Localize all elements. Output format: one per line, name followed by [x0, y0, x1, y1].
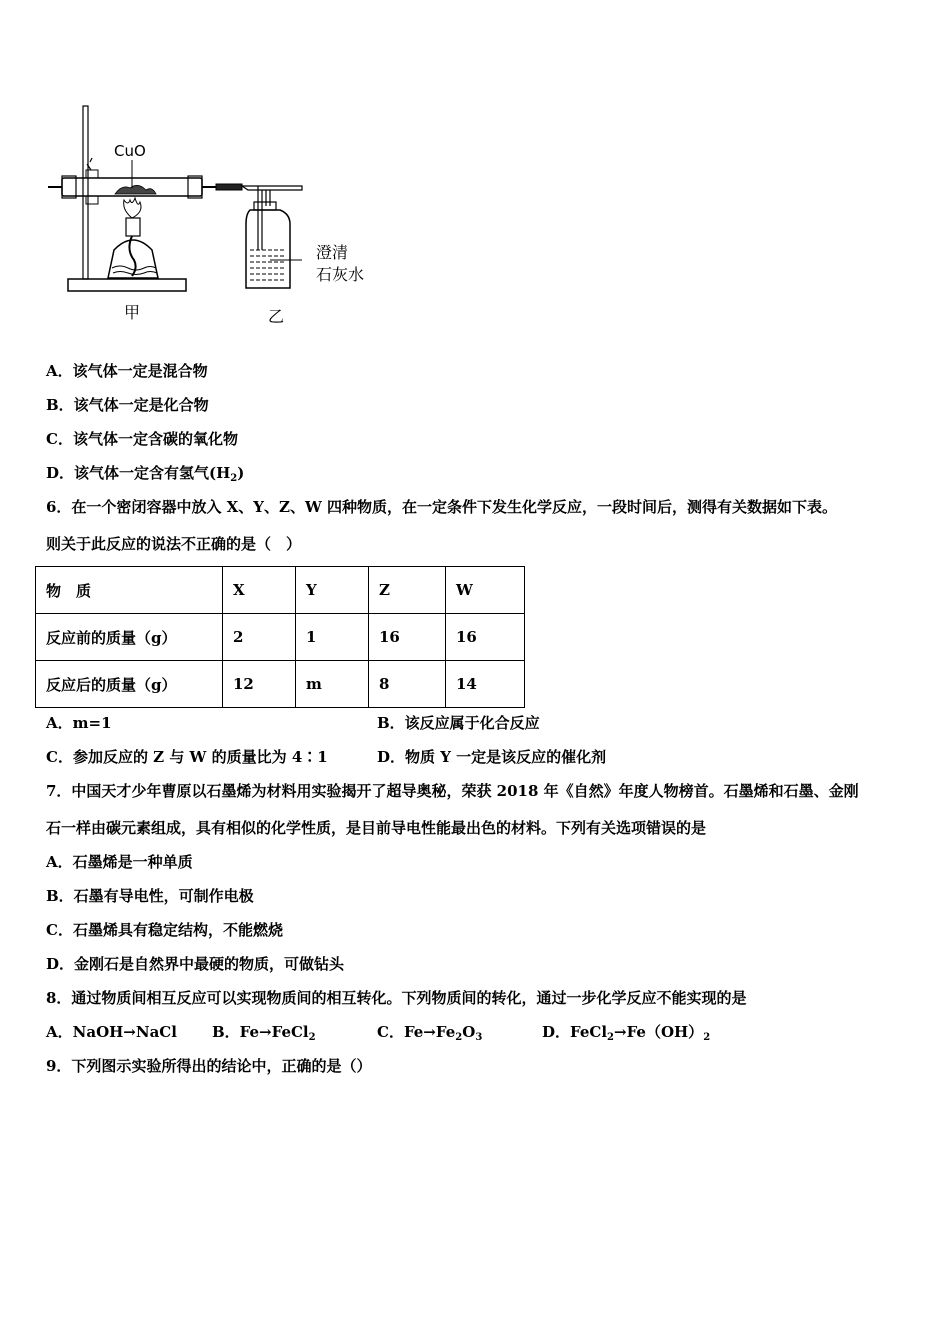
cuo-powder [115, 185, 156, 194]
table-cell: 物 质 [36, 567, 223, 614]
q7-option-b: B．石墨有导电性，可制作电极 [46, 887, 254, 905]
table-cell: Z [369, 567, 446, 614]
table-cell: 8 [369, 661, 446, 708]
q6-option-d: D．物质 Y 一定是该反应的催化剂 [377, 748, 607, 766]
label-limewater-2: 石灰水 [316, 265, 365, 284]
q6-option-b: B．该反应属于化合反应 [377, 714, 540, 732]
label-jia: 甲 [124, 303, 141, 322]
q6-option-c: C．参加反应的 Z 与 W 的质量比为 4∶1 [46, 748, 328, 766]
q8-option-a: A．NaOH→NaCl [46, 1023, 177, 1041]
table-cell: X [223, 567, 296, 614]
table-cell: W [446, 567, 525, 614]
q7-stem-line2: 石一样由碳元素组成，具有相似的化学性质，是目前导电性能最出色的材料。下列有关选项错误的是 [46, 819, 707, 837]
apparatus-figure [40, 100, 380, 340]
table-cell: 1 [296, 614, 369, 661]
table-cell: 反应后的质量（g） [36, 661, 223, 708]
table-cell: Y [296, 567, 369, 614]
table-cell: 12 [223, 661, 296, 708]
q6-option-a: A．m=1 [46, 714, 112, 732]
mass-data-table [35, 566, 525, 708]
q8-option-d: D．$FeCl_2\to Fe(OH)_2$ [542, 1023, 711, 1043]
q7-option-c: C．石墨烯具有稳定结构，不能燃烧 [46, 921, 283, 939]
q5-option-c: C．该气体一定含碳的氧化物 [46, 430, 238, 448]
label-limewater-1: 澄清 [316, 243, 349, 262]
label-yi: 乙 [268, 307, 285, 326]
stand-base [68, 279, 186, 291]
wash-bottle [246, 210, 290, 288]
q7-option-a: A．石墨烯是一种单质 [46, 853, 193, 871]
table-cell: m [296, 661, 369, 708]
table-row [36, 614, 525, 661]
table-header-row [36, 567, 525, 614]
table-cell: 反应前的质量（g） [36, 614, 223, 661]
label-cuo: CuO [114, 142, 146, 160]
q9-stem: 9．下列图示实验所得出的结论中，正确的是（） [46, 1057, 372, 1075]
stand-rod [83, 106, 88, 279]
table-cell: 16 [369, 614, 446, 661]
q5-option-d: D．该气体一定含有氢气$(H_2)$ [46, 464, 245, 484]
table-cell: 2 [223, 614, 296, 661]
q5-option-b: B．该气体一定是化合物 [46, 396, 209, 414]
table-cell: 14 [446, 661, 525, 708]
q6-stem-line2: 则关于此反应的说法不正确的是（ ） [46, 535, 302, 553]
q6-stem-line1: 6．在一个密闭容器中放入 X、Y、Z、W 四种物质，在一定条件下发生化学反应，一段时间后，测得有关数据如下表。 [46, 498, 838, 516]
q7-stem-line1: 7．中国天才少年曹原以石墨烯为材料用实验揭开了超导奥秘，荣获 2018 年《自然》年度人物榜首。石墨烯和石墨、金刚 [46, 782, 859, 800]
q8-option-b: B．Fe→FeCl$_2$ [212, 1023, 316, 1043]
flame [124, 198, 141, 218]
q7-option-d: D．金刚石是自然界中最硬的物质，可做钻头 [46, 955, 345, 973]
q8-option-c: C．$Fe\to Fe_2O_3$ [377, 1023, 483, 1043]
q8-stem: 8．通过物质间相互反应可以实现物质间的相互转化。下列物质间的转化，通过一步化学反应不能实现的是 [46, 989, 747, 1007]
q5-option-a: A．该气体一定是混合物 [46, 362, 208, 380]
table-cell: 16 [446, 614, 525, 661]
table-row [36, 661, 525, 708]
